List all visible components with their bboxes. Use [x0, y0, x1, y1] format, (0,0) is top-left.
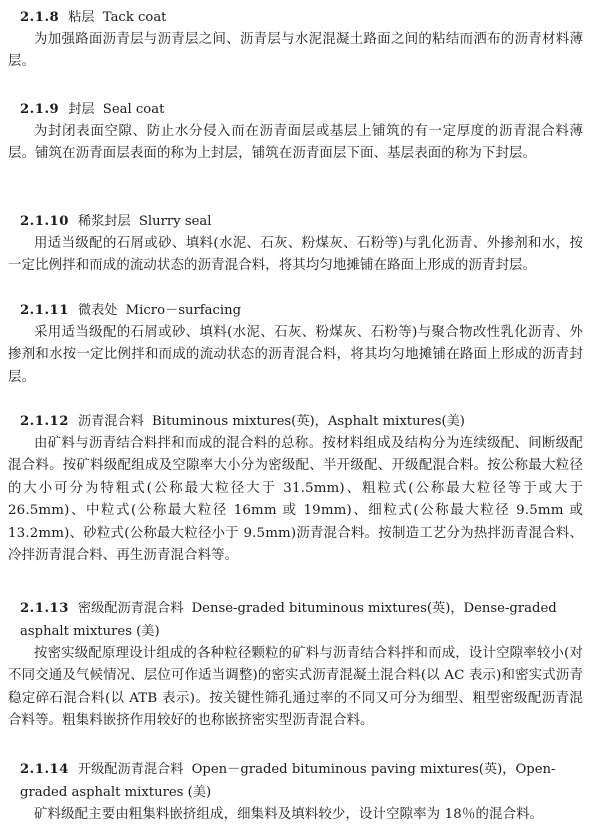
section-title-en: Slurry seal	[138, 214, 212, 229]
section-number: 2.1.9	[20, 102, 60, 117]
section-title-en: Tack coat	[102, 10, 167, 25]
section-body: 为加强路面沥青层与沥青层之间、沥青层与水泥混凝土路面之间的粘结而洒布的沥青材料薄层。	[8, 32, 583, 70]
section-body: 按密实级配原理设计组成的各种粒径颗粒的矿料与沥青结合料拌和而成，设计空隙率较小(对不同交通及气候情况、层位可作适当调整)的密实式沥青混凝土混合料(以 AC 表示)和密实式沥青稳定碎石混合料(以 ATB 表示)。按关键性筛孔通过率的不同又可分为细型、粗型密级配沥青混合料等。粗集料嵌挤作用较好的也称嵌挤密实型沥青混合料。	[8, 646, 583, 729]
section-heading	[20, 758, 583, 804]
section-2-1-14	[8, 758, 583, 826]
section-body: 矿料级配主要由粗集料嵌挤组成，细集料及填料较少，设计空隙率为 18％的混合料。	[34, 807, 544, 822]
section-2-1-11	[8, 299, 583, 389]
section-title-zh: 沥青混合料	[77, 414, 144, 429]
section-title-en: Seal coat	[102, 102, 165, 117]
section-body: 用适当级配的石屑或砂、填料(水泥、石灰、粉煤灰、石粉等)与乳化沥青、外掺剂和水，按一定比例拌和而成的流动状态的沥青混合料，将其均匀地摊铺在路面上形成的沥青封层。	[8, 236, 583, 274]
section-heading	[20, 410, 583, 433]
section-title-en: Micro－surfacing	[125, 303, 242, 318]
section-2-1-10	[8, 210, 583, 278]
section-body: 采用适当级配的石屑或砂、填料(水泥、石灰、粉煤灰、石粉等)与聚合物改性乳化沥青、外掺剂和水按一定比例拌和而成的流动状态的沥青混合料，将其均匀地摊铺在路面上形成的沥青封层。	[8, 325, 583, 385]
section-2-1-8	[8, 6, 583, 74]
section-title-en: Dense-graded bituminous mixtures(英)，Dense-graded asphalt mixtures (美)	[20, 601, 557, 639]
section-title-zh: 封层	[68, 102, 95, 117]
section-title-zh: 密级配沥青混合料	[77, 601, 184, 616]
section-number: 2.1.8	[20, 10, 60, 25]
section-2-1-9	[8, 98, 583, 166]
section-title-en: Bituminous mixtures(英)，Asphalt mixtures(美)	[152, 414, 465, 429]
section-heading	[20, 597, 583, 643]
section-body: 由矿料与沥青结合料拌和而成的混合料的总称。按材料组成及结构分为连续级配、间断级配混合料。按矿料级配组成及空隙率大小分为密级配、半开级配、开级配混合料。按公称最大粒径的大小可分为特粗式(公称最大粒径大于 31.5mm)、粗粒式(公称最大粒径等于或大于 26.5mm)、中粒式(公称最大粒径 16mm 或 19mm)、细粒式(公称最大粒径 9.5mm 或 13.2mm)、砂粒式(公称最大粒径小于 9.5mm)沥青混合料。按制造工艺分为热拌沥青混合料、冷拌沥青混合料、再生沥青混合料等。	[8, 436, 583, 564]
section-number: 2.1.12	[20, 414, 69, 429]
section-heading	[20, 299, 583, 322]
section-number: 2.1.10	[20, 214, 69, 229]
section-title-zh: 稀浆封层	[77, 214, 131, 229]
section-heading	[20, 98, 583, 121]
section-number: 2.1.11	[20, 303, 69, 318]
section-title-zh: 微表处	[77, 303, 118, 318]
section-title-zh: 粘层	[68, 10, 95, 25]
section-number: 2.1.13	[20, 601, 69, 616]
section-title-en: Open－graded bituminous paving mixtures(英)，Open-graded asphalt mixtures (美)	[20, 762, 556, 800]
section-2-1-13	[8, 597, 583, 733]
section-heading	[20, 210, 583, 233]
section-body: 为封闭表面空隙、防止水分侵入而在沥青面层或基层上铺筑的有一定厚度的沥青混合料薄层。铺筑在沥青面层表面的称为上封层，铺筑在沥青面层下面、基层表面的称为下封层。	[8, 124, 583, 162]
section-heading	[20, 6, 583, 29]
section-title-zh: 开级配沥青混合料	[77, 762, 184, 777]
section-number: 2.1.14	[20, 762, 69, 777]
section-2-1-12	[8, 410, 583, 567]
